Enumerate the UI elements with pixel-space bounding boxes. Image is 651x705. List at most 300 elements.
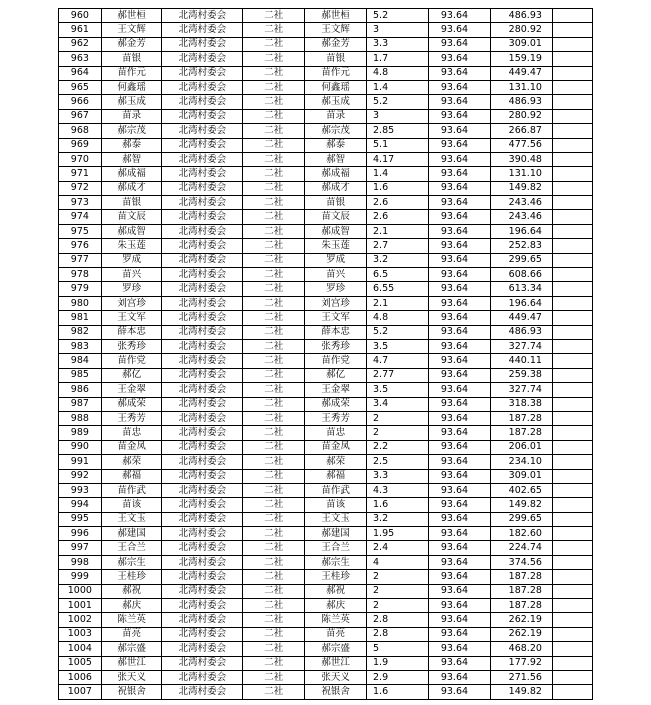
price-cell: 93.64 [428,498,490,512]
holder-cell: 张秀珍 [305,339,367,353]
name-cell: 苗银 [101,52,162,66]
group-cell: 二社 [243,152,305,166]
blank-cell [552,9,593,23]
holder-cell: 王秀芳 [305,411,367,425]
row-number-cell: 986 [59,383,102,397]
price-cell: 93.64 [428,656,490,670]
amount-cell: 149.82 [490,181,552,195]
blank-cell [552,685,593,699]
amount-cell: 196.64 [490,296,552,310]
price-cell: 93.64 [428,627,490,641]
holder-cell: 罗成 [305,253,367,267]
price-cell: 93.64 [428,527,490,541]
group-cell: 二社 [243,181,305,195]
village-cell: 北湾村委会 [162,152,243,166]
row-number-cell: 1005 [59,656,102,670]
village-cell: 北湾村委会 [162,599,243,613]
table-row [59,9,593,23]
name-cell: 苗作武 [101,483,162,497]
holder-cell: 祝银舍 [305,685,367,699]
price-cell: 93.64 [428,124,490,138]
amount-cell: 187.28 [490,599,552,613]
holder-cell: 苗作党 [305,354,367,368]
row-number-cell: 985 [59,368,102,382]
blank-cell [552,642,593,656]
price-cell: 93.64 [428,253,490,267]
price-cell: 93.64 [428,440,490,454]
area-cell: 2.5 [367,455,429,469]
holder-cell: 朱玉莲 [305,239,367,253]
blank-cell [552,368,593,382]
holder-cell: 王文辉 [305,23,367,37]
name-cell: 郝成智 [101,224,162,238]
row-number-cell: 960 [59,9,102,23]
holder-cell: 罗珍 [305,282,367,296]
price-cell: 93.64 [428,426,490,440]
table-row [59,224,593,238]
name-cell: 祝银舍 [101,685,162,699]
holder-cell: 陈兰英 [305,613,367,627]
blank-cell [552,670,593,684]
amount-cell: 390.48 [490,152,552,166]
row-number-cell: 964 [59,66,102,80]
holder-cell: 苗银 [305,196,367,210]
amount-cell: 177.92 [490,656,552,670]
group-cell: 二社 [243,570,305,584]
holder-cell: 何鑫瑶 [305,80,367,94]
group-cell: 二社 [243,253,305,267]
blank-cell [552,483,593,497]
area-cell: 3.5 [367,383,429,397]
amount-cell: 131.10 [490,167,552,181]
name-cell: 张秀珍 [101,339,162,353]
table-row [59,570,593,584]
group-cell: 二社 [243,541,305,555]
name-cell: 郝世江 [101,656,162,670]
row-number-cell: 990 [59,440,102,454]
amount-cell: 299.65 [490,253,552,267]
group-cell: 二社 [243,455,305,469]
row-number-cell: 994 [59,498,102,512]
area-cell: 6.55 [367,282,429,296]
price-cell: 93.64 [428,282,490,296]
table-row [59,670,593,684]
village-cell: 北湾村委会 [162,627,243,641]
price-cell: 93.64 [428,9,490,23]
holder-cell: 郝荣 [305,455,367,469]
group-cell: 二社 [243,397,305,411]
group-cell: 二社 [243,411,305,425]
amount-cell: 402.65 [490,483,552,497]
blank-cell [552,498,593,512]
holder-cell: 王合兰 [305,541,367,555]
area-cell: 2.6 [367,196,429,210]
row-number-cell: 991 [59,455,102,469]
area-cell: 1.4 [367,167,429,181]
subsidy-table [58,8,593,700]
holder-cell: 薛本忠 [305,325,367,339]
holder-cell: 郝成才 [305,181,367,195]
price-cell: 93.64 [428,296,490,310]
name-cell: 郝成荣 [101,397,162,411]
blank-cell [552,570,593,584]
blank-cell [552,469,593,483]
area-cell: 3 [367,23,429,37]
group-cell: 二社 [243,80,305,94]
area-cell: 2.6 [367,210,429,224]
blank-cell [552,339,593,353]
name-cell: 苗作元 [101,66,162,80]
area-cell: 4.8 [367,311,429,325]
village-cell: 北湾村委会 [162,325,243,339]
table-row [59,167,593,181]
blank-cell [552,311,593,325]
village-cell: 北湾村委会 [162,311,243,325]
amount-cell: 131.10 [490,80,552,94]
blank-cell [552,196,593,210]
name-cell: 王金翠 [101,383,162,397]
blank-cell [552,52,593,66]
price-cell: 93.64 [428,268,490,282]
name-cell: 苗文辰 [101,210,162,224]
village-cell: 北湾村委会 [162,426,243,440]
area-cell: 3.2 [367,253,429,267]
row-number-cell: 973 [59,196,102,210]
holder-cell: 王金翠 [305,383,367,397]
village-cell: 北湾村委会 [162,109,243,123]
name-cell: 郝祝 [101,584,162,598]
price-cell: 93.64 [428,383,490,397]
group-cell: 二社 [243,555,305,569]
name-cell: 郝庆 [101,599,162,613]
price-cell: 93.64 [428,613,490,627]
row-number-cell: 987 [59,397,102,411]
blank-cell [552,527,593,541]
village-cell: 北湾村委会 [162,584,243,598]
amount-cell: 486.93 [490,325,552,339]
price-cell: 93.64 [428,541,490,555]
table-row [59,599,593,613]
row-number-cell: 981 [59,311,102,325]
price-cell: 93.64 [428,670,490,684]
area-cell: 1.4 [367,80,429,94]
table-row [59,498,593,512]
row-number-cell: 962 [59,37,102,51]
name-cell: 郝宗茂 [101,124,162,138]
blank-cell [552,555,593,569]
row-number-cell: 967 [59,109,102,123]
amount-cell: 187.28 [490,426,552,440]
price-cell: 93.64 [428,66,490,80]
amount-cell: 486.93 [490,95,552,109]
table-row [59,397,593,411]
table-row [59,181,593,195]
group-cell: 二社 [243,685,305,699]
row-number-cell: 1002 [59,613,102,627]
amount-cell: 608.66 [490,268,552,282]
village-cell: 北湾村委会 [162,239,243,253]
table-row [59,80,593,94]
name-cell: 郝福 [101,469,162,483]
name-cell: 王文军 [101,311,162,325]
table-row [59,426,593,440]
row-number-cell: 989 [59,426,102,440]
price-cell: 93.64 [428,80,490,94]
amount-cell: 613.34 [490,282,552,296]
name-cell: 郝成福 [101,167,162,181]
price-cell: 93.64 [428,512,490,526]
area-cell: 1.6 [367,685,429,699]
blank-cell [552,541,593,555]
village-cell: 北湾村委会 [162,138,243,152]
row-number-cell: 1000 [59,584,102,598]
village-cell: 北湾村委会 [162,52,243,66]
blank-cell [552,181,593,195]
holder-cell: 苗该 [305,498,367,512]
table-row [59,239,593,253]
area-cell: 3 [367,109,429,123]
holder-cell: 郝玉成 [305,95,367,109]
group-cell: 二社 [243,354,305,368]
holder-cell: 郝宗盛 [305,642,367,656]
area-cell: 3.4 [367,397,429,411]
amount-cell: 206.01 [490,440,552,454]
amount-cell: 486.93 [490,9,552,23]
table-row [59,685,593,699]
village-cell: 北湾村委会 [162,23,243,37]
village-cell: 北湾村委会 [162,411,243,425]
table-row [59,483,593,497]
area-cell: 1.6 [367,498,429,512]
price-cell: 93.64 [428,23,490,37]
amount-cell: 187.28 [490,570,552,584]
name-cell: 郝荣 [101,455,162,469]
group-cell: 二社 [243,642,305,656]
name-cell: 郝玉成 [101,95,162,109]
price-cell: 93.64 [428,570,490,584]
holder-cell: 郝福 [305,469,367,483]
name-cell: 王文玉 [101,512,162,526]
name-cell: 王秀芳 [101,411,162,425]
blank-cell [552,599,593,613]
table-row [59,411,593,425]
amount-cell: 252.83 [490,239,552,253]
holder-cell: 郝智 [305,152,367,166]
area-cell: 2.9 [367,670,429,684]
village-cell: 北湾村委会 [162,210,243,224]
row-number-cell: 998 [59,555,102,569]
blank-cell [552,397,593,411]
amount-cell: 280.92 [490,109,552,123]
row-number-cell: 996 [59,527,102,541]
price-cell: 93.64 [428,411,490,425]
group-cell: 二社 [243,483,305,497]
holder-cell: 苗文辰 [305,210,367,224]
group-cell: 二社 [243,282,305,296]
area-cell: 1.7 [367,52,429,66]
village-cell: 北湾村委会 [162,555,243,569]
area-cell: 5 [367,642,429,656]
table-row [59,152,593,166]
group-cell: 二社 [243,9,305,23]
village-cell: 北湾村委会 [162,181,243,195]
amount-cell: 327.74 [490,339,552,353]
name-cell: 王合兰 [101,541,162,555]
amount-cell: 234.10 [490,455,552,469]
row-number-cell: 980 [59,296,102,310]
area-cell: 2 [367,599,429,613]
row-number-cell: 993 [59,483,102,497]
row-number-cell: 965 [59,80,102,94]
amount-cell: 182.60 [490,527,552,541]
name-cell: 苗银 [101,196,162,210]
holder-cell: 郝宗生 [305,555,367,569]
table-row [59,282,593,296]
village-cell: 北湾村委会 [162,670,243,684]
holder-cell: 王文军 [305,311,367,325]
area-cell: 2.4 [367,541,429,555]
name-cell: 郝金芳 [101,37,162,51]
row-number-cell: 1006 [59,670,102,684]
area-cell: 2.1 [367,296,429,310]
amount-cell: 449.47 [490,66,552,80]
row-number-cell: 1003 [59,627,102,641]
price-cell: 93.64 [428,239,490,253]
village-cell: 北湾村委会 [162,37,243,51]
area-cell: 5.2 [367,95,429,109]
group-cell: 二社 [243,268,305,282]
blank-cell [552,152,593,166]
price-cell: 93.64 [428,311,490,325]
area-cell: 5.2 [367,9,429,23]
group-cell: 二社 [243,339,305,353]
amount-cell: 224.74 [490,541,552,555]
group-cell: 二社 [243,210,305,224]
blank-cell [552,383,593,397]
price-cell: 93.64 [428,455,490,469]
name-cell: 郝宗生 [101,555,162,569]
name-cell: 苗忠 [101,426,162,440]
village-cell: 北湾村委会 [162,527,243,541]
area-cell: 4.8 [367,66,429,80]
area-cell: 2.2 [367,440,429,454]
holder-cell: 郝泰 [305,138,367,152]
row-number-cell: 968 [59,124,102,138]
name-cell: 郝成才 [101,181,162,195]
area-cell: 1.95 [367,527,429,541]
area-cell: 4 [367,555,429,569]
name-cell: 苗该 [101,498,162,512]
name-cell: 苗作党 [101,354,162,368]
blank-cell [552,167,593,181]
group-cell: 二社 [243,124,305,138]
table-row [59,52,593,66]
holder-cell: 苗金凤 [305,440,367,454]
group-cell: 二社 [243,239,305,253]
price-cell: 93.64 [428,469,490,483]
table-row [59,368,593,382]
area-cell: 2 [367,411,429,425]
name-cell: 郝亿 [101,368,162,382]
area-cell: 6.5 [367,268,429,282]
name-cell: 郝智 [101,152,162,166]
row-number-cell: 988 [59,411,102,425]
holder-cell: 郝金芳 [305,37,367,51]
area-cell: 5.1 [367,138,429,152]
area-cell: 1.6 [367,181,429,195]
price-cell: 93.64 [428,138,490,152]
price-cell: 93.64 [428,95,490,109]
price-cell: 93.64 [428,325,490,339]
village-cell: 北湾村委会 [162,368,243,382]
group-cell: 二社 [243,627,305,641]
price-cell: 93.64 [428,224,490,238]
amount-cell: 477.56 [490,138,552,152]
holder-cell: 苗录 [305,109,367,123]
blank-cell [552,325,593,339]
village-cell: 北湾村委会 [162,124,243,138]
area-cell: 3.3 [367,37,429,51]
area-cell: 4.3 [367,483,429,497]
village-cell: 北湾村委会 [162,642,243,656]
row-number-cell: 976 [59,239,102,253]
blank-cell [552,354,593,368]
table-row [59,512,593,526]
name-cell: 苗兴 [101,268,162,282]
row-number-cell: 971 [59,167,102,181]
table-row [59,124,593,138]
area-cell: 3.2 [367,512,429,526]
name-cell: 郝建国 [101,527,162,541]
table-row [59,311,593,325]
row-number-cell: 978 [59,268,102,282]
group-cell: 二社 [243,599,305,613]
row-number-cell: 969 [59,138,102,152]
name-cell: 苗录 [101,109,162,123]
area-cell: 5.2 [367,325,429,339]
area-cell: 3.5 [367,339,429,353]
name-cell: 陈兰英 [101,613,162,627]
village-cell: 北湾村委会 [162,268,243,282]
group-cell: 二社 [243,109,305,123]
table-row [59,584,593,598]
row-number-cell: 999 [59,570,102,584]
village-cell: 北湾村委会 [162,9,243,23]
amount-cell: 309.01 [490,469,552,483]
row-number-cell: 963 [59,52,102,66]
area-cell: 4.17 [367,152,429,166]
area-cell: 2.8 [367,627,429,641]
blank-cell [552,253,593,267]
amount-cell: 262.19 [490,627,552,641]
holder-cell: 苗兴 [305,268,367,282]
blank-cell [552,426,593,440]
name-cell: 苗金凤 [101,440,162,454]
village-cell: 北湾村委会 [162,440,243,454]
price-cell: 93.64 [428,109,490,123]
table-row [59,469,593,483]
group-cell: 二社 [243,296,305,310]
holder-cell: 王桂珍 [305,570,367,584]
name-cell: 刘宫珍 [101,296,162,310]
blank-cell [552,80,593,94]
table-row [59,383,593,397]
amount-cell: 266.87 [490,124,552,138]
blank-cell [552,440,593,454]
table-row [59,253,593,267]
village-cell: 北湾村委会 [162,339,243,353]
village-cell: 北湾村委会 [162,383,243,397]
